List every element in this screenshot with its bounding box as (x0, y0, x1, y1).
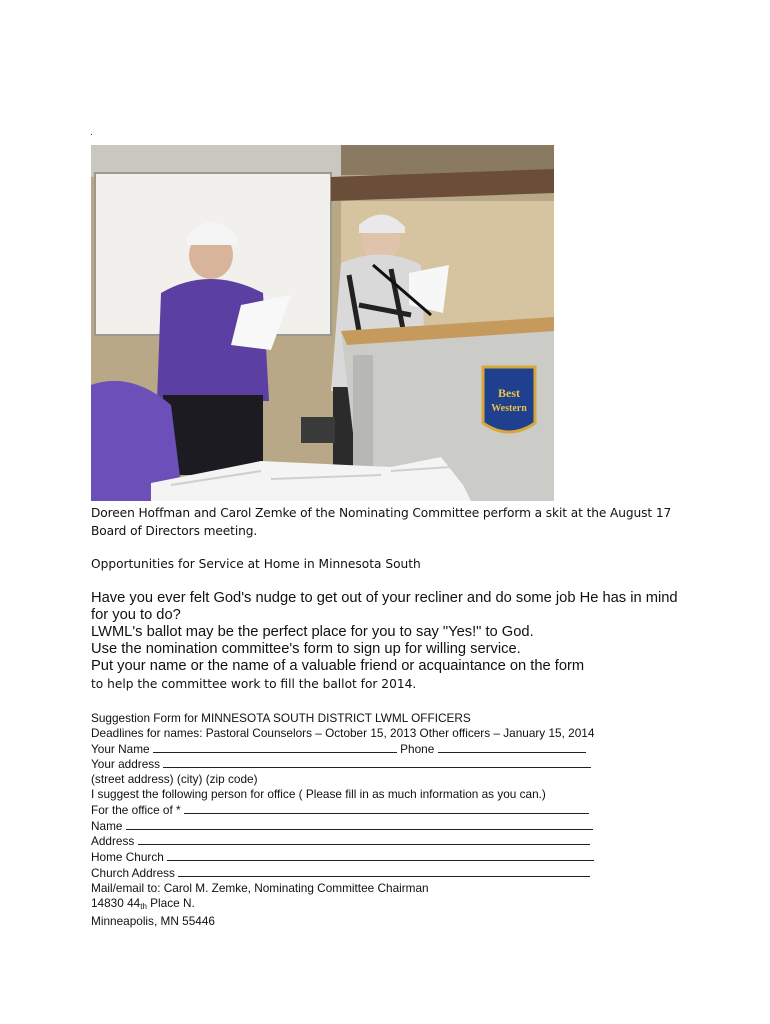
name-label: Name (91, 818, 123, 833)
your-name-row (91, 741, 711, 757)
address-hint: (street address) (city) (zip code) (91, 772, 258, 787)
home-church-label: Home Church (91, 850, 164, 865)
church-address-row (91, 865, 711, 881)
office-row (91, 802, 711, 818)
phone-field[interactable] (438, 741, 586, 753)
suggestion-form (91, 711, 711, 929)
svg-text:Best: Best (498, 386, 520, 400)
your-name-label: Your Name (91, 741, 150, 756)
street-suffix: th (140, 901, 147, 911)
home-church-row (91, 849, 711, 865)
street-address (91, 896, 711, 915)
your-name-field[interactable] (153, 741, 397, 753)
name-field[interactable] (126, 818, 593, 830)
address-row (91, 833, 711, 849)
intro-line: to help the committee work to fill the ballot for 2014. (91, 677, 417, 691)
intro-line: Use the nomination committee's form to sign up for willing service. (91, 641, 521, 657)
home-church-field[interactable] (167, 849, 594, 861)
intro-line: Have you ever felt God's nudge to get out of your recliner and do some job He has in mind for you to do? (91, 590, 678, 623)
address-field[interactable] (138, 833, 590, 845)
form-deadlines: Deadlines for names: Pastoral Counselors – October 15, 2013 Other officers – January 15, 2014 (91, 725, 595, 740)
meeting-photo (91, 145, 554, 501)
intro-line: Put your name or the name of a valuable friend or acquaintance on the form (91, 658, 585, 674)
photo-caption: Doreen Hoffman and Carol Zemke of the Nominating Committee perform a skit at the August 17 Board of Directors meeting. (91, 506, 672, 538)
svg-text:Western: Western (491, 403, 527, 414)
suggest-text: I suggest the following person for office ( Please fill in as much information as you can.) (91, 786, 546, 801)
mail-to: Mail/email to: Carol M. Zemke, Nominating Committee Chairman (91, 880, 429, 895)
form-title: Suggestion Form for MINNESOTA SOUTH DISTRICT LWML OFFICERS (91, 711, 471, 725)
address-label: Address (91, 834, 135, 849)
your-address-row (91, 756, 711, 772)
church-address-field[interactable] (178, 865, 590, 877)
street-rest: Place N. (146, 895, 195, 910)
intro-line: LWML's ballot may be the perfect place for you to say "Yes!" to God. (91, 624, 534, 640)
name-row (91, 818, 711, 834)
phone-label: Phone (400, 741, 435, 756)
office-field[interactable] (184, 802, 589, 814)
your-address-field[interactable] (163, 756, 591, 768)
opportunities-heading: Opportunities for Service at Home in Minnesota South (91, 557, 421, 571)
stray-dot: . (90, 127, 93, 138)
church-address-label: Church Address (91, 865, 175, 880)
city-line: Minneapolis, MN 55446 (91, 914, 215, 929)
intro-block (91, 590, 691, 693)
street-number: 14830 44 (91, 895, 141, 910)
office-label: For the office of * (91, 802, 181, 817)
your-address-label: Your address (91, 757, 161, 772)
